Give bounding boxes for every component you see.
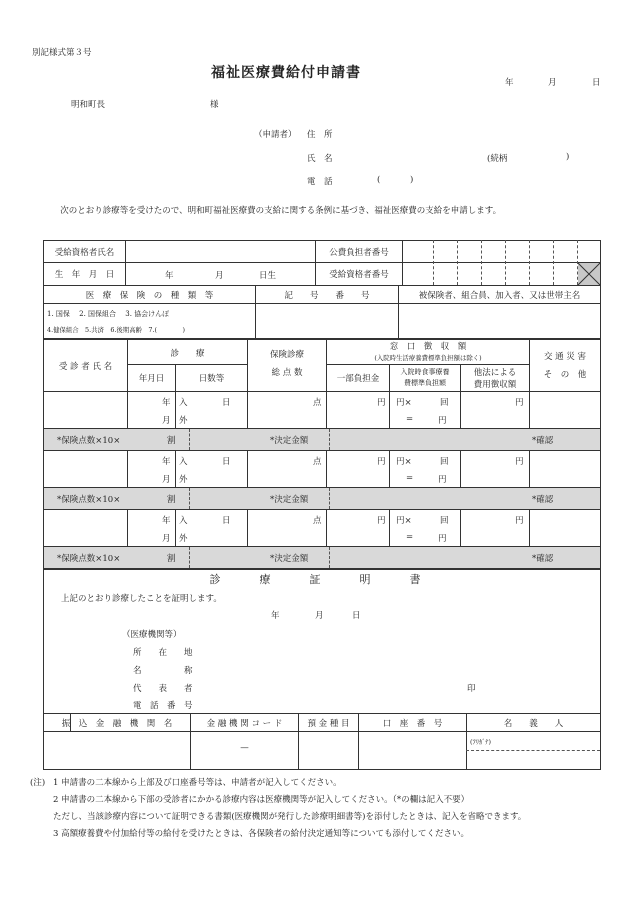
row1-other-yen: 円: [515, 398, 524, 408]
meal-label-2: 費標準負担額: [404, 379, 446, 387]
row3-day: 日: [222, 516, 231, 526]
bank-code-separator: —: [240, 743, 249, 753]
row1-month: 月: [162, 416, 171, 426]
row3-meal-total-yen: 円: [438, 534, 447, 544]
row1-out: 外: [179, 416, 188, 426]
bank-code-label: 金 融 機 関 コ ー ド: [206, 718, 283, 729]
row2-times: 回: [440, 457, 449, 467]
row2-copay-yen: 円: [377, 457, 386, 467]
row1-meal-total-yen: 円: [438, 416, 447, 426]
accident-label-2: そ の 他: [543, 370, 587, 380]
row2-meal-total-yen: 円: [438, 475, 447, 485]
bank-name-label: 振 込 金 融 機 関 名: [61, 718, 173, 729]
row3-copay-yen: 円: [377, 516, 386, 526]
note-3: 3 高額療養費や付加給付等の給付を受けたときは、各保険者の給付決定通知等についても添付してください。: [53, 829, 469, 839]
row1-ratio: 割: [167, 436, 176, 446]
row2-insurance-points: *保険点数×10×: [57, 495, 121, 505]
note-2: 2 申請書の二本線から下部の受診者にかかる診療内容は医療機関等が記入してください。（*の欄は記入不要）: [53, 795, 470, 805]
relation-label: (続柄: [487, 154, 508, 164]
row3-equals: =: [406, 532, 414, 542]
intro-text: 次のとおり診療等を受けたので、明和町福祉医療費の支給に関する条例に基づき、福祉医療費の支給を申請します。: [60, 206, 502, 216]
addressee: 明和町長: [71, 100, 106, 110]
row2-points: 点: [313, 457, 322, 467]
row2-out: 外: [179, 475, 188, 485]
row3-month: 月: [162, 534, 171, 544]
birth-date-label: 生 年 月 日: [54, 270, 115, 280]
insured-person-label: 被保険者、組合員、加入者、又は世帯主名: [418, 290, 581, 301]
addressee-honorific: 様: [210, 100, 219, 110]
patient-name-label: 受 診 者 氏 名: [58, 362, 113, 372]
certificate-year: 年: [271, 611, 280, 621]
row1-year: 年: [162, 398, 171, 408]
other-law-label-1: 他法による: [473, 368, 517, 378]
row1-meal-yen: 円×: [396, 398, 412, 408]
address-label: 住 所: [307, 130, 333, 140]
row3-year: 年: [162, 516, 171, 526]
insurance-options-1: 1. 国保 2. 国保組合 3. 協会けんぽ: [47, 310, 170, 318]
row2-equals: =: [406, 473, 414, 483]
page-title: 福祉医療費給付申請書: [211, 65, 361, 81]
note-2b: ただし、当該診療内容について証明できる書類(医療機関が発行した診療明細書等)を添付したときは、記入を省略できます。: [53, 812, 527, 822]
facility-location-label: 所 在 地: [133, 648, 193, 658]
crossed-cell: [578, 263, 600, 285]
phone-paren-open: (: [377, 175, 381, 185]
certificate-title: 診 療 証 明 書: [209, 573, 435, 586]
copay-label: 一部負担金: [336, 374, 380, 384]
deposit-type-label: 預 金 種 目: [307, 718, 350, 729]
row1-day: 日: [222, 398, 231, 408]
relation-close: ): [566, 152, 570, 162]
account-holder-label: 名 義 人: [503, 718, 564, 729]
row1-times: 回: [440, 398, 449, 408]
certificate-day: 日: [352, 611, 361, 621]
window-note: (入院時生活療養費標準負担額は除く): [374, 353, 482, 362]
treatment-label: 診 療: [170, 348, 205, 359]
row1-copay-yen: 円: [377, 398, 386, 408]
applicant-label: （申請者）: [254, 130, 297, 140]
row2-day: 日: [222, 457, 231, 467]
other-law-label-2: 費用徴収額: [473, 380, 517, 390]
symbol-number-label: 記 号 番 号: [284, 290, 370, 301]
furigana-label: (ﾌﾘｶﾞﾅ): [470, 738, 491, 746]
birth-year: 年: [165, 271, 174, 281]
phone-paren-close: ): [410, 175, 414, 185]
insurance-options-2: 4.健保組合 5.共済 6.後期高齢 7.( ): [47, 326, 186, 334]
row3-confirm: *確認: [532, 554, 554, 564]
form-number: 別記様式第３号: [32, 48, 92, 58]
note-1: 1 申請書の二本線から上部及び口座番号等は、申請者が記入してください。: [53, 778, 342, 788]
birth-day: 日生: [259, 271, 277, 281]
row3-meal-yen: 円×: [396, 516, 412, 526]
row2-in: 入: [179, 457, 188, 467]
row3-points: 点: [313, 516, 322, 526]
accident-label-1: 交 通 災 害: [543, 352, 587, 362]
row1-equals: =: [406, 414, 414, 424]
row3-other-yen: 円: [515, 516, 524, 526]
facility-rep-label: 代 表 者: [133, 684, 193, 694]
points-label-1: 保険診療: [269, 350, 304, 360]
account-number-label: 口 座 番 号: [382, 718, 443, 729]
row2-ratio: 割: [167, 495, 176, 505]
row2-month: 月: [162, 475, 171, 485]
facility-label: （医療機関等）: [122, 630, 182, 640]
public-payer-label: 公費負担者番号: [329, 247, 389, 258]
date-day-label: 日: [592, 78, 601, 88]
row2-confirm: *確認: [532, 495, 554, 505]
meal-label-1: 入院時食事療養: [400, 368, 450, 376]
date-year-label: 年: [505, 78, 514, 88]
recipient-number-label: 受給資格者番号: [329, 270, 389, 280]
row1-in: 入: [179, 398, 188, 408]
facility-phone-label: 電 話 番 号: [133, 701, 193, 711]
days-label: 日数等: [198, 374, 225, 384]
row1-insurance-points: *保険点数×10×: [57, 436, 121, 446]
window-label: 窓 口 徴 収 額: [389, 342, 467, 352]
row3-in: 入: [179, 516, 188, 526]
row1-points: 点: [313, 398, 322, 408]
name-label: 氏 名: [307, 154, 333, 164]
row1-confirm: *確認: [532, 436, 554, 446]
row2-other-yen: 円: [515, 457, 524, 467]
row2-decided-amount: *決定金額: [270, 495, 309, 505]
certificate-month: 月: [315, 611, 324, 621]
certificate-text: 上記のとおり診療したことを証明します。: [61, 594, 222, 604]
row1-decided-amount: *決定金額: [270, 436, 309, 446]
row2-year: 年: [162, 457, 171, 467]
row3-decided-amount: *決定金額: [270, 554, 309, 564]
row3-times: 回: [440, 516, 449, 526]
row3-insurance-points: *保険点数×10×: [57, 554, 121, 564]
seal-mark: 印: [467, 684, 476, 694]
birth-month: 月: [215, 271, 224, 281]
row3-out: 外: [179, 534, 188, 544]
insurance-type-label: 医 療 保 険 の 種 類 等: [85, 290, 214, 301]
row2-meal-yen: 円×: [396, 457, 412, 467]
date-month-label: 月: [548, 78, 557, 88]
year-month-label: 年月日: [138, 374, 165, 384]
row3-ratio: 割: [167, 554, 176, 564]
notes-prefix: (注): [30, 778, 46, 788]
points-label-2: 総 点 数: [271, 368, 303, 378]
facility-name-label: 名 称: [133, 666, 193, 676]
phone-label: 電 話: [307, 177, 333, 187]
recipient-name-label: 受給資格者氏名: [54, 247, 115, 258]
